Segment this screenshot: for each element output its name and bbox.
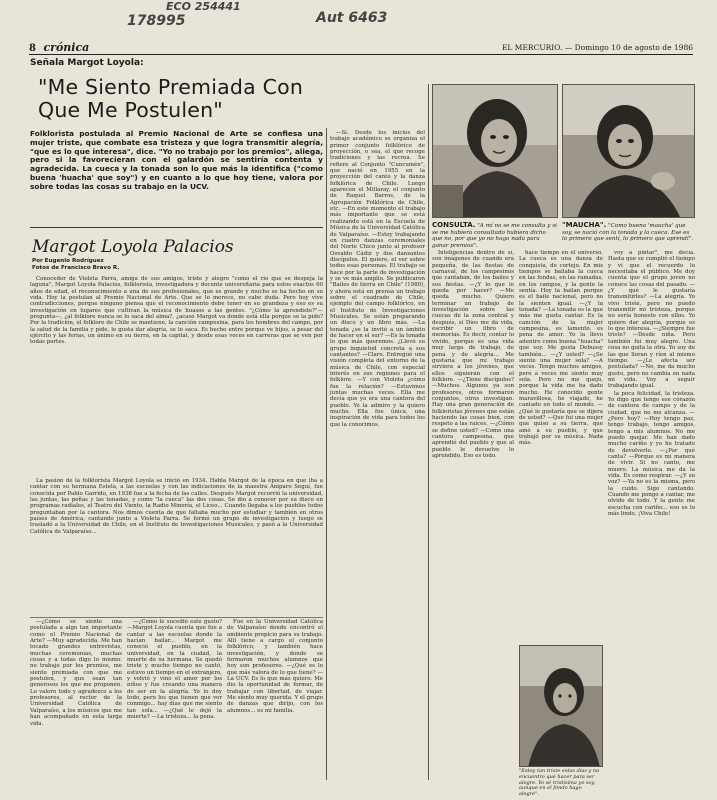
text-column-1b [30,478,323,616]
page-folio [29,41,89,54]
text-column-7 [608,250,695,780]
block-divider [30,617,323,618]
column-divider [326,128,327,780]
photo-caption-bottom: "Estoy tan triste estos días y no encuentro qué hacer para ser alegre. Yo sé tristísima yo soy, aunque en el fondo hago alegre". [519,768,600,798]
text-column-qa [30,619,122,779]
paragraph: —¿Cómo le sucedió este gusto?—Margot Loyola cuenta que fue a cantar a las escuelas donde la hacían bailar... Margot me conoció el pueblo, en la universidad, en la ciudad, la muerte de su hermana. Se quedó triste y mucho tiempo no cantó, estuvo un tiempo en el extranjero, y volvió y vino el amor por los niños y fue creando una manera de ser en la alegría. Yo lo doy todo, pero los que tienen que ver conmigo... hay días que me siento tan sola... —¿Qué le dejó la muerte? —La tristeza... la pena. [127,619,222,721]
portrait-illustration [563,85,695,218]
text-column-5 [432,250,514,780]
page-number: 8 [29,43,36,54]
article-kicker: Señala Margot Loyola: [30,58,144,68]
byline-photos: Fotos de Francisco Bravo R. [32,265,120,271]
column-divider [428,84,429,780]
photo-caption-right [562,222,695,243]
photo-caption-left [432,222,558,249]
paragraph: Fue en la Universidad Católica de Valparaíso donde encontró el ambiente propicio para su trabajo. Allí tiene a cargo el conjunto folklórico, y también hace investigación, y donde se formaron muchos alumnos que hoy son profesores. —¿Qué es lo que más valora de lo que tiene? —La UCV. Es lo que más quiero. Me dio la oportunidad de formar, de trabajar con libertad, de viajar. Me siento muy querida. Y el grupo de danzas que dirijo, con los alumnos... es mi familia. [227,619,323,714]
paragraph: hace tiempo en el universo. La cueca es una danza de conquista, de cortejo. En mis tiempos se bailaba la cueca en las fondas, en las ramadas, en los campos, y la gente la sentía. Hoy la bailan porque es el baile nacional, pero no la sienten igual. —¿Y la tonada? —La tonada es la que más me gusta cantar. Es la canción de la mujer campesina, es lamento, es pena de amor. Yo la llevo adentro como buena "huacha" que soy. Me gusta Debussy también... —¿Y usted? —¿Se siente una mujer sola? —A veces. Tengo muchos amigos, pero a veces me siento muy sola. Pero no me quejo, porque la vida me ha dado mucho. He conocido gente maravillosa, he viajado, he cantado en todo el mundo. —¿Qué le gustaría que se dijera de usted? —Que fui una mujer que quiso a su tierra, que amó a su pueblo, y que trabajó por su música. Nada más. [519,250,603,447]
header-rule [29,54,693,55]
newspaper-date-line: EL MERCURIO. — Domingo 10 de agosto de 1986 [501,43,693,52]
paragraph: La pasión de la folklorista Margot Loyola se inició en 1934. Habla Margot de la época en que iba a cantar con su hermana Estela, a las escuelas y con las indicaciones de la maestra Amparo Seguí, fue conocida por Pablo Garrido, en 1938 fue a la fecha de las calles. Después Margot recorrió la universidad, las juntas, las peñas y las tonadas, y como "la cueca" las dos cosas. Se dio a conocer por su disco en programas radiales, el Teatro del Viento, la Radio Minería, el Liceo... Cuando llegaba a los pueblos todos preguntaban por la cantora. Nos dimos cuenta de que faltaba mucho por estudiar y también en otros países de América, cantando junto a Violeta Parra. Se formó un grupo de investigación y luego se trasladó a la Universidad de Chile, en el Instituto de Investigaciones Musicales, y pasó a la Universidad Católica de Valparaíso... [30,478,323,535]
caption-text: "A mí no se me consulta y si se me hubiera consultado hubiera dicho que no, por que yo no hago nada para ganar premios". [432,223,557,249]
paragraph: voy a pintar", me decía. Hasta que se cumplió el tiempo y vi que el recuerdo lo necesitaba el público. Me doy cuenta que el grupo joven no conoce las cosas del pasado. —¿Y qué le gustaría transmitirles? —La alegría. Yo vivo triste, pero no puedo transmitir mi tristeza, porque no sería honesto con ellos. Yo quiero dar alegría, porque es lo que interesa. —¿Siempre fue triste? —Desde niña. Pero también fui muy alegre. Una cosa no quita la otra. Yo soy de las que lloran y ríen al mismo tiempo. —¿Le afecta ser postulada? —No, me da mucho gusto, pero no cambia en nada mi vida. Voy a seguir trabajando igual. [608,250,695,390]
portrait-illustration [520,646,603,767]
text-column-2b [227,619,323,779]
paragraph: la poca felicidad, la tristeza. Yo digo que tengo ese corazón de cantora de campo y de la ciudad, que no me alcanza. —¿Pero hoy? —Hoy tengo paz, tengo trabajo, tengo amigos, tengo a mis alumnos. No me puedo quejar. Me han dado mucho cariño y yo he tratado de devolverlo. —¿Por qué canta? —Porque es mi manera de vivir. Si no canto, me muero. La música me da la vida. Es como respirar. —¿Y su voz? —Ya no es la misma, pero la cuido. Sigo cantando. Cuando me pongo a cantar, me olvido de todo. Y la gente me escucha con cariño... eso es lo más lindo. ¡Viva Chile! [608,390,695,518]
byline-author: Por Eugenio Rodríguez [32,258,104,264]
photo-margot-maucha [562,84,695,218]
text-column-2a [127,619,222,779]
photo-margot-consulta [432,84,558,218]
article-headline: "Me Siento Premiada Con Que Me Postulen" [38,75,304,122]
caption-title: "MAUCHA". [562,221,607,229]
byline [32,258,119,272]
paragraph: —¿Cómo se siente una postulada a algo tan importante como el Premio Nacional de Arte? —Muy agradecida. Me han tocado grandes entrevistas, muchas ceremonias, muchas cosas y a todas digo lo mismo: no trabajo por los premios, me siento premiada con que me postulen, y que sean tan generosos los que me proponen. Lo valoro todo y agradezco a los profesores, al rector de la Universidad Católica de Valparaíso, a los músicos que me han acompañado en esta larga vida. [30,619,122,727]
text-column-1a [30,276,323,476]
handwritten-mark: ECO 254441 [166,0,241,13]
handwritten-catalog-number: 178995 [127,13,186,29]
portrait-illustration [433,85,558,218]
text-column-3 [330,130,425,780]
photo-margot-bottom [519,645,603,767]
paragraph: Inteligencias dentro de sí, son imágenes de cuando era pequeña, de las fiestas de carnaval, de los campesinos que cantaban, de los bailes y sus fiestas. —¿Y lo que le queda por hacer? —Me queda mucho. Quiero terminar un trabajo de investigación sobre las cuecas de la zona central y después, si Dios me da vida, escribir un libro de memorias. Es decir, contar lo vivido, porque es una vida muy larga de trabajo, de pena y de alegría... Me gustaría que mi trabajo sirviera a los jóvenes, que ellos siguieran con el folklore. —¿Tiene discípulos? —Muchos. Algunos ya son profesores, otros formaron conjuntos, otros investigan. Hay una gran generación de folkloristas jóvenes que están haciendo las cosas bien, con respeto a las raíces. —¿Cómo se define usted? —Como una cantora campesina, que aprendió del pueblo y que al pueblo le devuelve lo aprendido. Eso es todo. [432,250,514,459]
caption-title: CONSULTA. [432,221,476,229]
article-lede: Folklorista postulada al Premio Nacional de Arte se confiesa una mujer triste, que combate esa tristeza y que logra transmitir alegría, "que es lo que interesa", dice. "Yo no trabajo por los premios", aliega, pero si la favorecieran con el galardón se sentiría contenta y agradecida. La cueca y la tonada son lo que más la identifica ("como buena 'huacha' que soy") y en cuanto a lo que hoy tiene, valora por sobre todas las cosas su trabajo en la UCV. [30,129,323,191]
sidebar-title: Margot Loyola Palacios [32,237,234,257]
handwritten-archive-code: Aut 6463 [316,10,388,26]
paragraph: Conocedor de Violeta Parra, amiga de sus amigos, triste y alegre "como el río que se despeja la laguna", Margot Loyola Palacios, folklorista, investigadora y docente universitaria para estos exactos 60 años de edad, el reconocimiento a una de sus profesionales, que es grande y mucho se ha hecho en su vida. Hoy la postulan al Premio Nacional de Arte. Que se lo merece, no cabe duda. Pero hoy vive contradicciones, porque ninguno piensa que el reconocimiento debe tener en su grandeza y eso es su investigación en lugares que cultivan la música de huasos a las gentes. "¿Cómo la aprendiste?"—pregunta—, ¿al folklore nunca se lo saca del alma?, ¿acaso Margot va donde está ella porque se la pide? Por la tradición, el folklore de Chile se mantiene, la canción campesina, para los hombres del campo, por la salud de la familia y pide, le gusta dar alegría, se lo saca. Es hecho entre porque ve hijos, a pesar del ejército y las ferias, un ánimo en su tierra, en la capital, y desde esas voces en carreras que se ven por todas partes. [30,276,323,346]
caption-text: "Como buena 'maucha' que soy, se nació con la tonada y la cueca. Ese es lo primero que sentí, lo primero que aprendí". [562,223,693,243]
paragraph: —Sí. Desde los inicios del trabajo académico se organiza el primer conjunto folklórico de proyección, o sea, el que recoge tradiciones y las recrea. Se refiere al Conjunto "Cuncumén", que nació en 1955 en la proyección del canto y la danza folklórica de Chile. Luego aparecen el Millaray, el conjunto de Raquel Barros, de la Agrupación Folklórica de Chile, etc. —En este momento el trabajo más importante que se está realizando está en la Escuela de Música de la Universidad Católica de Valparaíso. —Estoy trabajando en cuatro danzas ceremoniales del Norte Chico junto al profesor Osvaldo Cádiz y dos danzantes discípulos. El quiere, el ver sobre todos esas personas. El trabajo se hace por la parte de investigación y se ve más amplio. Se publicaron "Bailes de tierra en Chile" (1980), y ahora está en prensa un trabajo sobre el cuadrado de Chile, ejemplo del campo folklórico, en el Instituto de Investigaciones Musicales. Se están preparando un disco y un libro más. —La tonada ¿se la invitó a un ámbito de hacer en el sur? —Es la tonada lo que más queremos. ¿Llevó su grupo inquietud concreta a sus cantantes? —Claro. Entregué una visión completa del entorno de la música de Chile, con especial interés en sus regiones para el folklore. —Y con Violeta ¿cómo fue la relación? —Estuvimos juntas muchas veces. Ella me decía que yo era una cantora del pueblo. Yo la admiro y la quiero mucho. Ella fue única, una inspiración de vida para todos los que la conocimos. [330,130,425,428]
section-name: crónica [43,41,90,54]
text-column-6 [519,250,603,640]
